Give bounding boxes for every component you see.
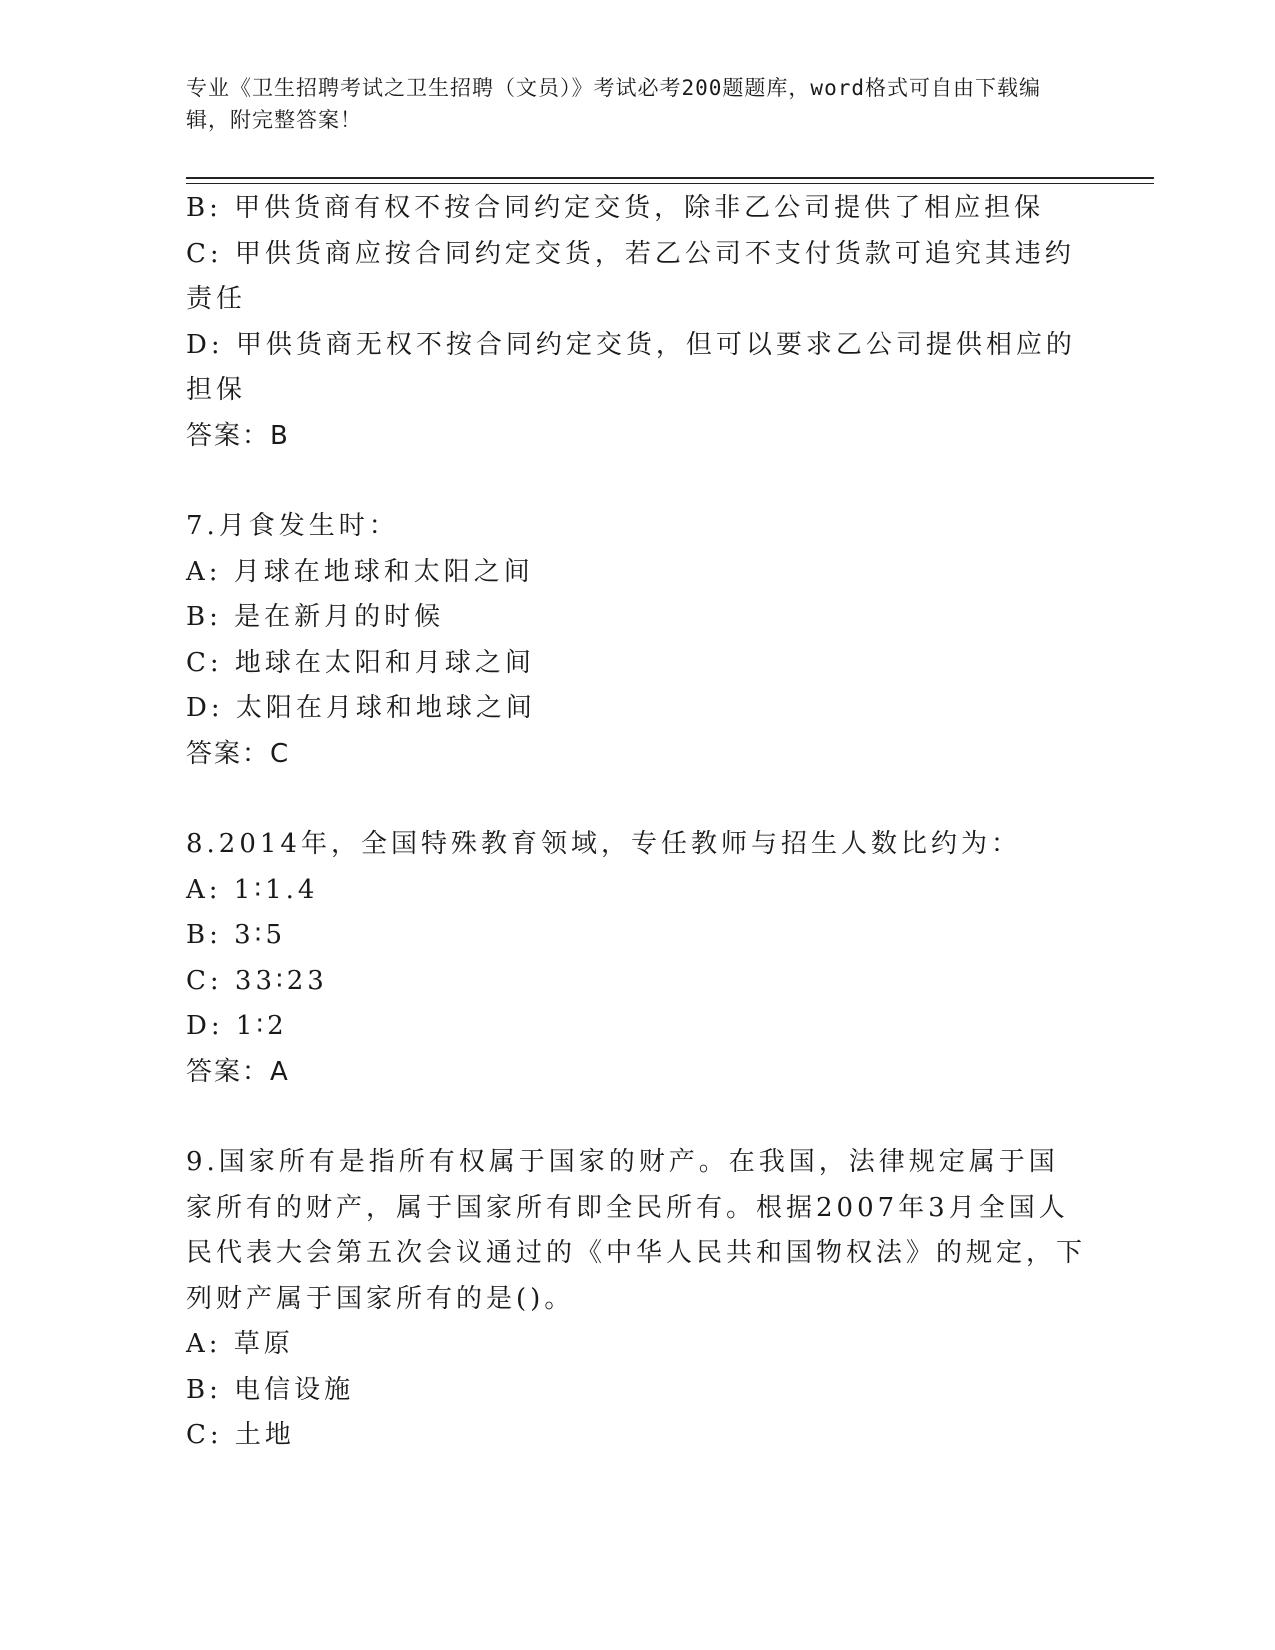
spacer — [186, 1095, 1086, 1140]
q8-option-c: C: 33∶23 — [186, 965, 328, 996]
q6-option-d: D: 甲供货商无权不按合同约定交货，但可以要求乙公司提供相应的担保 — [186, 329, 1076, 405]
q8-question: 8.2014年，全国特殊教育领域，专任教师与招生人数比约为： — [186, 829, 1021, 859]
q9-option-a: A: 草原 — [186, 1329, 294, 1359]
question-content — [186, 186, 1086, 1459]
q9-option-c: C: 土地 — [186, 1420, 295, 1450]
q6-answer: 答案：B — [186, 420, 290, 451]
spacer — [186, 459, 1086, 504]
q6-option-c: C: 甲供货商应按合同约定交货，若乙公司不支付货款可追究其违约责任 — [186, 238, 1075, 314]
q7-option-c: C: 地球在太阳和月球之间 — [186, 647, 535, 678]
header-divider-thin — [186, 183, 1154, 184]
q7-option-a: A: 月球在地球和太阳之间 — [186, 556, 534, 587]
q7-question: 7.月食发生时： — [186, 511, 399, 541]
q8-option-a: A: 1∶1.4 — [186, 874, 319, 905]
q8-option-d: D: 1∶2 — [186, 1011, 288, 1041]
spacer — [186, 777, 1086, 822]
q7-answer: 答案：C — [186, 738, 291, 769]
q8-answer: 答案：A — [186, 1056, 290, 1087]
q8-option-b: B: 3∶5 — [186, 920, 286, 950]
q9-option-b: B: 电信设施 — [186, 1374, 355, 1405]
q9-question: 9.国家所有是指所有权属于国家的财产。在我国，法律规定属于国家所有的财产，属于国家所有即全民所有。根据2007年3月全国人民代表大会第五次会议通过的《中华人民共和国物权法》的规定，下列财产属于国家所有的是()。 — [186, 1147, 1087, 1314]
document-header: 专业《卫生招聘考试之卫生招聘（文员）》考试必考200题题库，word格式可自由下载编辑，附完整答案！ — [186, 76, 1041, 132]
q6-option-b: B: 甲供货商有权不按合同约定交货，除非乙公司提供了相应担保 — [186, 193, 1045, 223]
q7-option-d: D: 太阳在月球和地球之间 — [186, 693, 536, 723]
q7-option-b: B: 是在新月的时候 — [186, 602, 445, 632]
header-divider-thick — [186, 177, 1154, 179]
